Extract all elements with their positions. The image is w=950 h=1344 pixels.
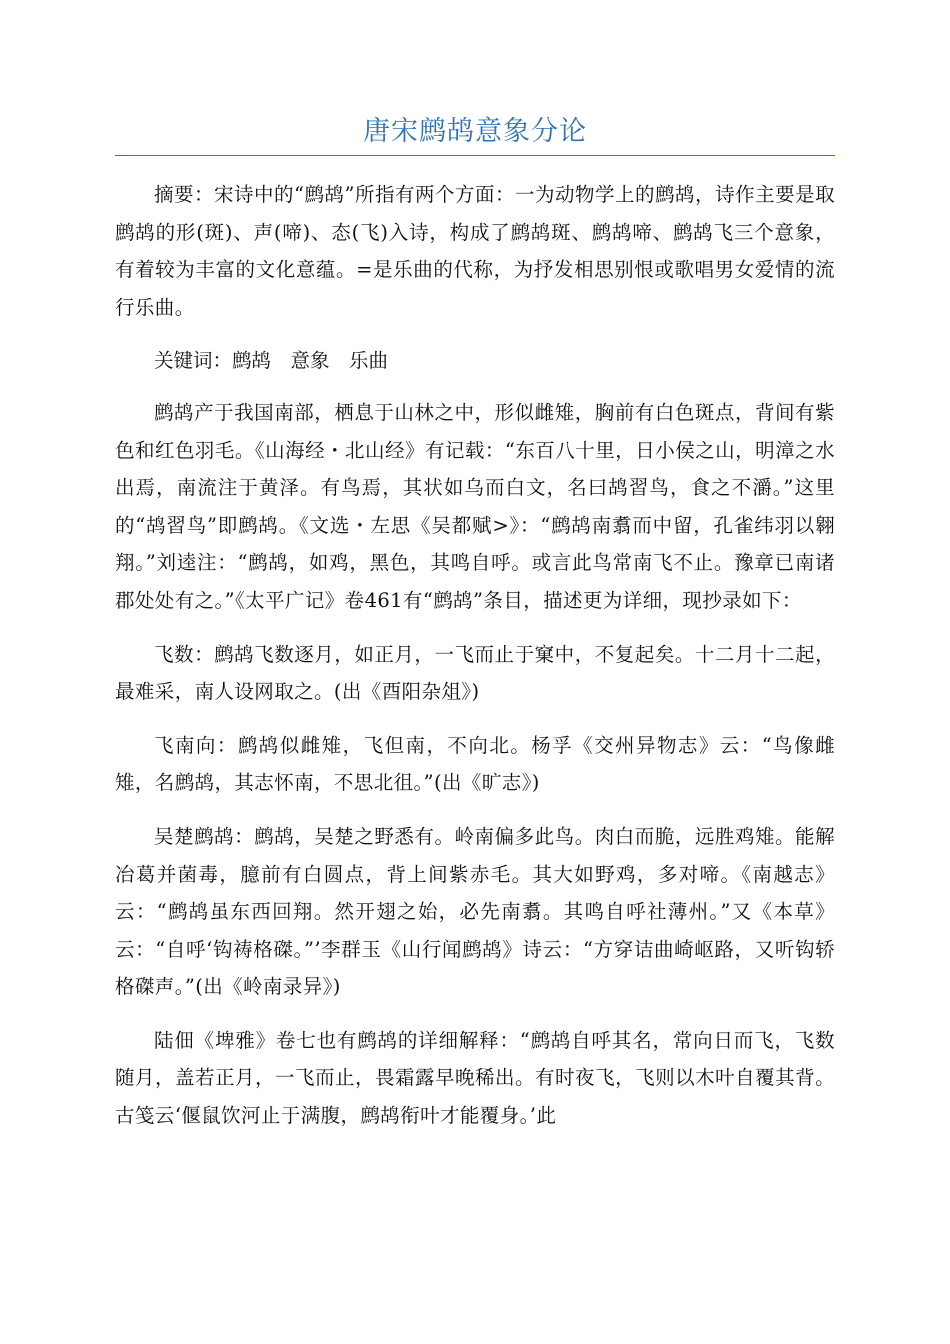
document-title: 唐宋鹧鸪意象分论 <box>363 116 587 147</box>
title-underline <box>115 155 835 156</box>
body-paragraph: 陆佃《埤雅》卷七也有鹧鸪的详细解释：“鹧鸪自呼其名，常向日而飞，飞数随月，盖若正月，一飞而止，畏霜露早晚稀出。有时夜飞，飞则以木叶自覆其背。古笺云‘偃鼠饮河止于满腹，鹧鸪衔叶才能覆身。’此 <box>115 1028 835 1128</box>
body-paragraph: 飞数：鹧鸪飞数逐月，如正月，一飞而止于窠中，不复起矣。十二月十二起，最难采，南人设网取之。(出《酉阳杂俎》) <box>115 642 835 704</box>
body-paragraph: 鹧鸪产于我国南部，栖息于山林之中，形似雌雉，胸前有白色斑点，背间有紫色和红色羽毛。《山海经・北山经》有记载：“东百八十里，日小侯之山，明漳之水出焉，南流注于黄泽。有鸟焉，其状如乌而白文，名曰鸪習鸟，食之不灂。”这里的“鸪習鸟”即鹧鸪。《文选・左思《吴都赋>》：“鹧鸪南翥而中留，孔雀纬羽以翱翔。”刘逵注：“鹧鸪，如鸡，黑色，其鸣自呼。或言此鸟常南飞不止。豫章已南诸郡处处有之。”《太平广记》卷461有“鹧鸪”条目，描述更为详细，现抄录如下： <box>115 400 835 612</box>
body-paragraph: 飞南向：鹧鸪似雌雉，飞但南，不向北。杨孚《交州异物志》云：“鸟像雌雉，名鹧鸪，其志怀南，不思北徂。”(出《旷志》) <box>115 733 835 795</box>
abstract-paragraph: 摘要：宋诗中的“鹧鸪”所指有两个方面：一为动物学上的鹧鸪，诗作主要是取鹧鸪的形(斑)、声(啼)、态(飞)入诗，构成了鹧鸪斑、鹧鸪啼、鹧鸪飞三个意象，有着较为丰富的文化意蕴。=是乐曲的代称，为抒发相思别恨或歌唱男女爱情的流行乐曲。 <box>115 183 835 319</box>
keywords-line: 关键词：鹧鸪 意象 乐曲 <box>154 349 389 373</box>
body-paragraph: 吴楚鹧鸪：鹧鸪，吴楚之野悉有。岭南偏多此鸟。肉白而脆，远胜鸡雉。能解冶葛并菌毒，臆前有白圆点，背上间紫赤毛。其大如野鸡，多对啼。《南越志》云：“鹧鸪虽东西回翔。然开翅之始，必先南翥。其鸣自呼社薄州。”又《本草》云：“自呼‘钩祷格磔。”’李群玉《山行闻鹧鸪》诗云：“方穿诘曲崎岖路，又听钩轿格磔声。”(出《岭南录异》) <box>115 824 835 999</box>
document-body <box>115 176 835 1151</box>
